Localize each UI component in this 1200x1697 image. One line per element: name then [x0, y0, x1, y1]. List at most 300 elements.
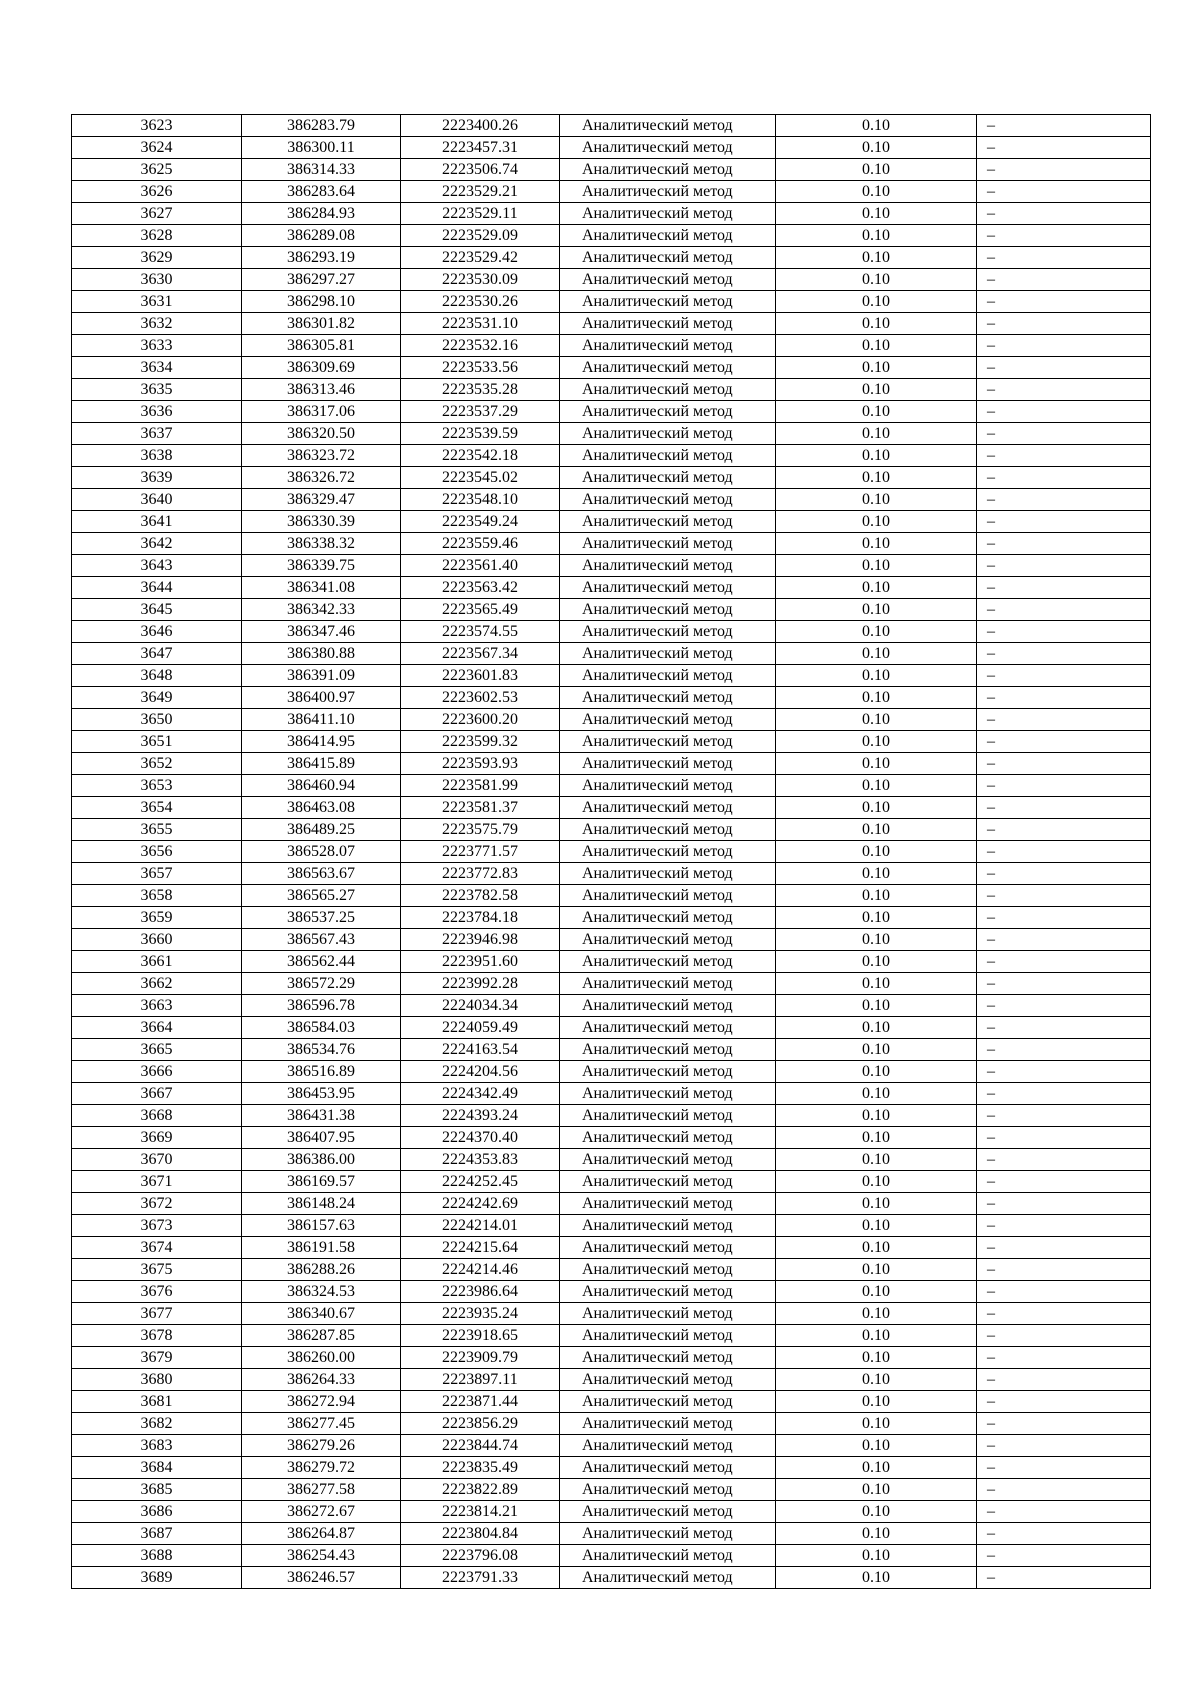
cell-error-value: 0.10	[776, 1567, 977, 1589]
cell-x-coordinate: 386400.97	[242, 687, 401, 709]
cell-note: –	[977, 731, 1151, 753]
cell-note: –	[977, 1105, 1151, 1127]
cell-error-value: 0.10	[776, 643, 977, 665]
cell-error-value: 0.10	[776, 731, 977, 753]
table-row	[72, 445, 1151, 467]
cell-point-number: 3682	[72, 1413, 242, 1435]
cell-y-coordinate: 2223530.26	[401, 291, 560, 313]
cell-note: –	[977, 885, 1151, 907]
table-row	[72, 995, 1151, 1017]
cell-note: –	[977, 1369, 1151, 1391]
cell-y-coordinate: 2223559.46	[401, 533, 560, 555]
cell-y-coordinate: 2223581.37	[401, 797, 560, 819]
cell-y-coordinate: 2223575.79	[401, 819, 560, 841]
cell-method: Аналитический метод	[560, 1479, 776, 1501]
cell-point-number: 3687	[72, 1523, 242, 1545]
cell-error-value: 0.10	[776, 1435, 977, 1457]
cell-error-value: 0.10	[776, 1281, 977, 1303]
cell-error-value: 0.10	[776, 797, 977, 819]
cell-x-coordinate: 386264.33	[242, 1369, 401, 1391]
cell-method: Аналитический метод	[560, 643, 776, 665]
table-row	[72, 291, 1151, 313]
cell-x-coordinate: 386148.24	[242, 1193, 401, 1215]
cell-y-coordinate: 2223804.84	[401, 1523, 560, 1545]
cell-y-coordinate: 2223593.93	[401, 753, 560, 775]
cell-error-value: 0.10	[776, 137, 977, 159]
cell-error-value: 0.10	[776, 533, 977, 555]
cell-point-number: 3647	[72, 643, 242, 665]
cell-error-value: 0.10	[776, 1413, 977, 1435]
table-row	[72, 1413, 1151, 1435]
cell-error-value: 0.10	[776, 489, 977, 511]
cell-note: –	[977, 511, 1151, 533]
cell-x-coordinate: 386277.58	[242, 1479, 401, 1501]
cell-note: –	[977, 1281, 1151, 1303]
cell-method: Аналитический метод	[560, 819, 776, 841]
cell-point-number: 3659	[72, 907, 242, 929]
cell-method: Аналитический метод	[560, 203, 776, 225]
cell-x-coordinate: 386254.43	[242, 1545, 401, 1567]
cell-note: –	[977, 819, 1151, 841]
table-row	[72, 1215, 1151, 1237]
cell-error-value: 0.10	[776, 709, 977, 731]
cell-error-value: 0.10	[776, 599, 977, 621]
cell-y-coordinate: 2223856.29	[401, 1413, 560, 1435]
cell-method: Аналитический метод	[560, 1545, 776, 1567]
cell-note: –	[977, 1083, 1151, 1105]
cell-method: Аналитический метод	[560, 269, 776, 291]
cell-note: –	[977, 929, 1151, 951]
cell-y-coordinate: 2223532.16	[401, 335, 560, 357]
cell-method: Аналитический метод	[560, 885, 776, 907]
cell-method: Аналитический метод	[560, 1017, 776, 1039]
cell-point-number: 3624	[72, 137, 242, 159]
cell-y-coordinate: 2223563.42	[401, 577, 560, 599]
cell-point-number: 3653	[72, 775, 242, 797]
cell-error-value: 0.10	[776, 1061, 977, 1083]
cell-note: –	[977, 1413, 1151, 1435]
cell-x-coordinate: 386537.25	[242, 907, 401, 929]
cell-y-coordinate: 2223535.28	[401, 379, 560, 401]
cell-error-value: 0.10	[776, 1149, 977, 1171]
cell-method: Аналитический метод	[560, 621, 776, 643]
cell-y-coordinate: 2223844.74	[401, 1435, 560, 1457]
table-row	[72, 357, 1151, 379]
cell-error-value: 0.10	[776, 1391, 977, 1413]
table-row	[72, 1237, 1151, 1259]
cell-note: –	[977, 841, 1151, 863]
cell-method: Аналитический метод	[560, 181, 776, 203]
table-row	[72, 1171, 1151, 1193]
cell-method: Аналитический метод	[560, 1215, 776, 1237]
cell-y-coordinate: 2223549.24	[401, 511, 560, 533]
cell-x-coordinate: 386288.26	[242, 1259, 401, 1281]
cell-note: –	[977, 247, 1151, 269]
cell-x-coordinate: 386516.89	[242, 1061, 401, 1083]
cell-note: –	[977, 1567, 1151, 1589]
cell-x-coordinate: 386565.27	[242, 885, 401, 907]
table-row	[72, 731, 1151, 753]
cell-error-value: 0.10	[776, 247, 977, 269]
cell-method: Аналитический метод	[560, 753, 776, 775]
cell-point-number: 3689	[72, 1567, 242, 1589]
cell-point-number: 3627	[72, 203, 242, 225]
table-row	[72, 1303, 1151, 1325]
cell-x-coordinate: 386283.64	[242, 181, 401, 203]
cell-x-coordinate: 386380.88	[242, 643, 401, 665]
cell-y-coordinate: 2223529.21	[401, 181, 560, 203]
cell-method: Аналитический метод	[560, 1105, 776, 1127]
table-row	[72, 1567, 1151, 1589]
cell-note: –	[977, 379, 1151, 401]
cell-method: Аналитический метод	[560, 907, 776, 929]
cell-method: Аналитический метод	[560, 555, 776, 577]
cell-y-coordinate: 2223548.10	[401, 489, 560, 511]
cell-method: Аналитический метод	[560, 1391, 776, 1413]
cell-y-coordinate: 2223533.56	[401, 357, 560, 379]
cell-error-value: 0.10	[776, 1017, 977, 1039]
cell-point-number: 3678	[72, 1325, 242, 1347]
table-row	[72, 313, 1151, 335]
cell-y-coordinate: 2223506.74	[401, 159, 560, 181]
cell-method: Аналитический метод	[560, 1457, 776, 1479]
cell-error-value: 0.10	[776, 423, 977, 445]
cell-method: Аналитический метод	[560, 467, 776, 489]
cell-x-coordinate: 386414.95	[242, 731, 401, 753]
cell-note: –	[977, 1017, 1151, 1039]
cell-error-value: 0.10	[776, 1127, 977, 1149]
cell-error-value: 0.10	[776, 1259, 977, 1281]
cell-x-coordinate: 386305.81	[242, 335, 401, 357]
table-row	[72, 335, 1151, 357]
cell-method: Аналитический метод	[560, 291, 776, 313]
table-row	[72, 929, 1151, 951]
cell-x-coordinate: 386324.53	[242, 1281, 401, 1303]
cell-note: –	[977, 973, 1151, 995]
table-row	[72, 797, 1151, 819]
cell-method: Аналитический метод	[560, 1083, 776, 1105]
cell-point-number: 3668	[72, 1105, 242, 1127]
cell-x-coordinate: 386347.46	[242, 621, 401, 643]
cell-note: –	[977, 1215, 1151, 1237]
table-row	[72, 1039, 1151, 1061]
cell-point-number: 3679	[72, 1347, 242, 1369]
cell-note: –	[977, 775, 1151, 797]
cell-y-coordinate: 2223574.55	[401, 621, 560, 643]
cell-point-number: 3652	[72, 753, 242, 775]
cell-x-coordinate: 386572.29	[242, 973, 401, 995]
cell-x-coordinate: 386320.50	[242, 423, 401, 445]
cell-error-value: 0.10	[776, 1479, 977, 1501]
cell-note: –	[977, 687, 1151, 709]
cell-point-number: 3644	[72, 577, 242, 599]
table-row	[72, 247, 1151, 269]
cell-y-coordinate: 2223529.11	[401, 203, 560, 225]
cell-y-coordinate: 2223771.57	[401, 841, 560, 863]
cell-y-coordinate: 2224242.69	[401, 1193, 560, 1215]
cell-y-coordinate: 2223897.11	[401, 1369, 560, 1391]
cell-point-number: 3669	[72, 1127, 242, 1149]
cell-error-value: 0.10	[776, 995, 977, 1017]
cell-error-value: 0.10	[776, 1237, 977, 1259]
cell-method: Аналитический метод	[560, 1149, 776, 1171]
cell-y-coordinate: 2224215.64	[401, 1237, 560, 1259]
cell-point-number: 3638	[72, 445, 242, 467]
cell-error-value: 0.10	[776, 1105, 977, 1127]
cell-y-coordinate: 2224353.83	[401, 1149, 560, 1171]
cell-point-number: 3686	[72, 1501, 242, 1523]
cell-note: –	[977, 335, 1151, 357]
table-row	[72, 1127, 1151, 1149]
cell-error-value: 0.10	[776, 885, 977, 907]
cell-note: –	[977, 1127, 1151, 1149]
cell-note: –	[977, 555, 1151, 577]
cell-point-number: 3666	[72, 1061, 242, 1083]
cell-point-number: 3646	[72, 621, 242, 643]
cell-x-coordinate: 386309.69	[242, 357, 401, 379]
cell-error-value: 0.10	[776, 1171, 977, 1193]
table-row	[72, 115, 1151, 137]
cell-y-coordinate: 2223782.58	[401, 885, 560, 907]
cell-y-coordinate: 2223601.83	[401, 665, 560, 687]
cell-error-value: 0.10	[776, 159, 977, 181]
cell-error-value: 0.10	[776, 863, 977, 885]
cell-error-value: 0.10	[776, 907, 977, 929]
cell-method: Аналитический метод	[560, 841, 776, 863]
cell-x-coordinate: 386391.09	[242, 665, 401, 687]
cell-y-coordinate: 2223822.89	[401, 1479, 560, 1501]
table-row	[72, 401, 1151, 423]
cell-error-value: 0.10	[776, 665, 977, 687]
cell-y-coordinate: 2223531.10	[401, 313, 560, 335]
table-row	[72, 269, 1151, 291]
cell-point-number: 3661	[72, 951, 242, 973]
cell-x-coordinate: 386300.11	[242, 137, 401, 159]
cell-x-coordinate: 386584.03	[242, 1017, 401, 1039]
cell-error-value: 0.10	[776, 467, 977, 489]
cell-method: Аналитический метод	[560, 225, 776, 247]
cell-method: Аналитический метод	[560, 1039, 776, 1061]
cell-point-number: 3683	[72, 1435, 242, 1457]
cell-y-coordinate: 2223545.02	[401, 467, 560, 489]
table-row	[72, 1479, 1151, 1501]
cell-x-coordinate: 386342.33	[242, 599, 401, 621]
cell-method: Аналитический метод	[560, 489, 776, 511]
cell-x-coordinate: 386411.10	[242, 709, 401, 731]
cell-point-number: 3637	[72, 423, 242, 445]
cell-x-coordinate: 386562.44	[242, 951, 401, 973]
cell-method: Аналитический метод	[560, 1523, 776, 1545]
cell-note: –	[977, 643, 1151, 665]
cell-note: –	[977, 1391, 1151, 1413]
table-row	[72, 1281, 1151, 1303]
cell-point-number: 3677	[72, 1303, 242, 1325]
cell-point-number: 3641	[72, 511, 242, 533]
cell-note: –	[977, 863, 1151, 885]
table-row	[72, 599, 1151, 621]
cell-x-coordinate: 386463.08	[242, 797, 401, 819]
cell-error-value: 0.10	[776, 115, 977, 137]
table-row	[72, 1501, 1151, 1523]
cell-note: –	[977, 1039, 1151, 1061]
cell-note: –	[977, 423, 1151, 445]
table-row	[72, 1149, 1151, 1171]
cell-point-number: 3651	[72, 731, 242, 753]
cell-error-value: 0.10	[776, 1545, 977, 1567]
cell-point-number: 3639	[72, 467, 242, 489]
cell-x-coordinate: 386272.67	[242, 1501, 401, 1523]
cell-x-coordinate: 386293.19	[242, 247, 401, 269]
cell-method: Аналитический метод	[560, 445, 776, 467]
cell-note: –	[977, 907, 1151, 929]
cell-point-number: 3671	[72, 1171, 242, 1193]
cell-method: Аналитический метод	[560, 357, 776, 379]
cell-error-value: 0.10	[776, 313, 977, 335]
cell-y-coordinate: 2223791.33	[401, 1567, 560, 1589]
cell-y-coordinate: 2223567.34	[401, 643, 560, 665]
cell-note: –	[977, 467, 1151, 489]
cell-method: Аналитический метод	[560, 1347, 776, 1369]
cell-method: Аналитический метод	[560, 423, 776, 445]
cell-error-value: 0.10	[776, 621, 977, 643]
cell-point-number: 3670	[72, 1149, 242, 1171]
cell-y-coordinate: 2223602.53	[401, 687, 560, 709]
cell-note: –	[977, 1193, 1151, 1215]
table-row	[72, 511, 1151, 533]
table-row	[72, 467, 1151, 489]
cell-point-number: 3645	[72, 599, 242, 621]
cell-x-coordinate: 386415.89	[242, 753, 401, 775]
cell-x-coordinate: 386341.08	[242, 577, 401, 599]
cell-error-value: 0.10	[776, 951, 977, 973]
cell-error-value: 0.10	[776, 1523, 977, 1545]
table-row	[72, 1083, 1151, 1105]
cell-error-value: 0.10	[776, 929, 977, 951]
cell-note: –	[977, 1523, 1151, 1545]
cell-note: –	[977, 1501, 1151, 1523]
cell-note: –	[977, 1259, 1151, 1281]
table-row	[72, 687, 1151, 709]
cell-point-number: 3635	[72, 379, 242, 401]
table-row	[72, 775, 1151, 797]
table-row	[72, 1017, 1151, 1039]
cell-error-value: 0.10	[776, 1501, 977, 1523]
table-row	[72, 819, 1151, 841]
cell-point-number: 3675	[72, 1259, 242, 1281]
cell-error-value: 0.10	[776, 269, 977, 291]
cell-y-coordinate: 2224370.40	[401, 1127, 560, 1149]
cell-method: Аналитический метод	[560, 533, 776, 555]
cell-point-number: 3628	[72, 225, 242, 247]
cell-y-coordinate: 2223600.20	[401, 709, 560, 731]
cell-note: –	[977, 137, 1151, 159]
cell-point-number: 3658	[72, 885, 242, 907]
cell-error-value: 0.10	[776, 1369, 977, 1391]
cell-y-coordinate: 2223539.59	[401, 423, 560, 445]
cell-method: Аналитический метод	[560, 313, 776, 335]
cell-x-coordinate: 386386.00	[242, 1149, 401, 1171]
cell-x-coordinate: 386313.46	[242, 379, 401, 401]
cell-note: –	[977, 291, 1151, 313]
cell-note: –	[977, 1149, 1151, 1171]
cell-point-number: 3643	[72, 555, 242, 577]
cell-method: Аналитический метод	[560, 863, 776, 885]
cell-y-coordinate: 2223951.60	[401, 951, 560, 973]
table-row	[72, 885, 1151, 907]
cell-x-coordinate: 386563.67	[242, 863, 401, 885]
cell-error-value: 0.10	[776, 357, 977, 379]
cell-method: Аналитический метод	[560, 1237, 776, 1259]
cell-point-number: 3630	[72, 269, 242, 291]
cell-method: Аналитический метод	[560, 1501, 776, 1523]
cell-y-coordinate: 2223565.49	[401, 599, 560, 621]
cell-error-value: 0.10	[776, 555, 977, 577]
cell-y-coordinate: 2223946.98	[401, 929, 560, 951]
cell-point-number: 3674	[72, 1237, 242, 1259]
cell-x-coordinate: 386314.33	[242, 159, 401, 181]
cell-error-value: 0.10	[776, 819, 977, 841]
table-row	[72, 621, 1151, 643]
cell-x-coordinate: 386191.58	[242, 1237, 401, 1259]
cell-y-coordinate: 2224214.01	[401, 1215, 560, 1237]
cell-error-value: 0.10	[776, 1193, 977, 1215]
cell-error-value: 0.10	[776, 203, 977, 225]
cell-y-coordinate: 2223784.18	[401, 907, 560, 929]
cell-point-number: 3631	[72, 291, 242, 313]
cell-note: –	[977, 951, 1151, 973]
table-row	[72, 665, 1151, 687]
cell-note: –	[977, 357, 1151, 379]
cell-method: Аналитический метод	[560, 1061, 776, 1083]
cell-note: –	[977, 1171, 1151, 1193]
cell-point-number: 3657	[72, 863, 242, 885]
cell-point-number: 3665	[72, 1039, 242, 1061]
cell-error-value: 0.10	[776, 401, 977, 423]
table-row	[72, 181, 1151, 203]
table-row	[72, 577, 1151, 599]
cell-method: Аналитический метод	[560, 929, 776, 951]
cell-point-number: 3648	[72, 665, 242, 687]
cell-y-coordinate: 2223529.42	[401, 247, 560, 269]
cell-method: Аналитический метод	[560, 401, 776, 423]
cell-x-coordinate: 386272.94	[242, 1391, 401, 1413]
cell-y-coordinate: 2223530.09	[401, 269, 560, 291]
cell-y-coordinate: 2224204.56	[401, 1061, 560, 1083]
cell-method: Аналитический метод	[560, 973, 776, 995]
cell-y-coordinate: 2223986.64	[401, 1281, 560, 1303]
cell-note: –	[977, 1457, 1151, 1479]
cell-y-coordinate: 2223599.32	[401, 731, 560, 753]
cell-x-coordinate: 386460.94	[242, 775, 401, 797]
cell-method: Аналитический метод	[560, 731, 776, 753]
cell-method: Аналитический метод	[560, 1171, 776, 1193]
cell-point-number: 3664	[72, 1017, 242, 1039]
cell-note: –	[977, 159, 1151, 181]
cell-note: –	[977, 1325, 1151, 1347]
cell-method: Аналитический метод	[560, 775, 776, 797]
cell-note: –	[977, 995, 1151, 1017]
cell-x-coordinate: 386298.10	[242, 291, 401, 313]
cell-method: Аналитический метод	[560, 797, 776, 819]
cell-note: –	[977, 1347, 1151, 1369]
cell-note: –	[977, 115, 1151, 137]
table-row	[72, 841, 1151, 863]
cell-method: Аналитический метод	[560, 137, 776, 159]
table-row	[72, 1259, 1151, 1281]
cell-y-coordinate: 2223992.28	[401, 973, 560, 995]
cell-method: Аналитический метод	[560, 1259, 776, 1281]
cell-x-coordinate: 386534.76	[242, 1039, 401, 1061]
